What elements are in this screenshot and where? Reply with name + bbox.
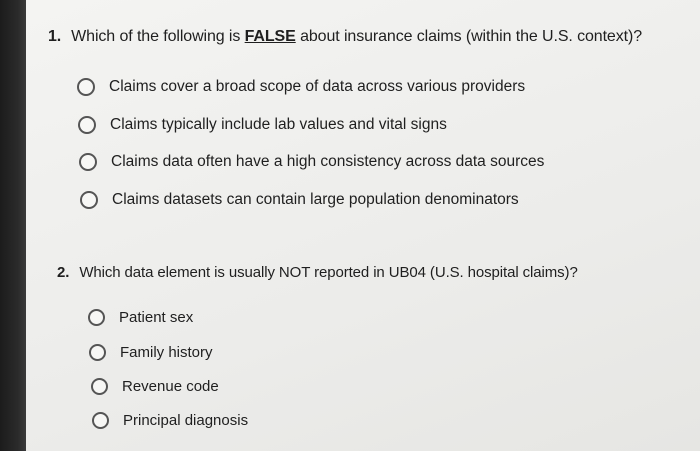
q1-option-2[interactable] bbox=[78, 116, 447, 134]
q1-option-1[interactable] bbox=[77, 78, 525, 96]
radio-button[interactable] bbox=[78, 116, 96, 134]
radio-button[interactable] bbox=[77, 78, 95, 96]
q2-option-4[interactable] bbox=[92, 412, 248, 429]
question-1-prompt bbox=[48, 28, 642, 46]
radio-button[interactable] bbox=[79, 153, 97, 171]
q2-option-1[interactable] bbox=[88, 309, 193, 326]
question-text: about insurance claims (within the U.S. context)? bbox=[295, 28, 642, 45]
question-number: 1. bbox=[48, 28, 62, 45]
radio-button[interactable] bbox=[89, 344, 106, 361]
option-label: Claims typically include lab values and vital signs bbox=[110, 116, 447, 133]
option-label: Principal diagnosis bbox=[123, 412, 249, 429]
question-2-prompt bbox=[57, 264, 578, 281]
question-keyword: FALSE bbox=[244, 28, 296, 45]
question-text: Which of the following is bbox=[71, 28, 245, 45]
radio-button[interactable] bbox=[91, 378, 108, 395]
option-label: Family history bbox=[120, 344, 213, 361]
q1-option-4[interactable] bbox=[80, 191, 519, 209]
option-label: Patient sex bbox=[119, 309, 194, 326]
q1-option-3[interactable] bbox=[79, 153, 544, 171]
option-label: Claims cover a broad scope of data across various providers bbox=[109, 78, 526, 95]
option-label: Revenue code bbox=[122, 378, 219, 395]
q2-option-2[interactable] bbox=[89, 344, 213, 361]
radio-button[interactable] bbox=[88, 309, 105, 326]
q2-option-3[interactable] bbox=[91, 378, 219, 395]
radio-button[interactable] bbox=[80, 191, 98, 209]
option-label: Claims datasets can contain large population denominators bbox=[112, 191, 519, 208]
option-label: Claims data often have a high consistency across data sources bbox=[111, 153, 545, 170]
question-number: 2. bbox=[57, 264, 70, 281]
question-text: Which data element is usually NOT reported in UB04 (U.S. hospital claims)? bbox=[79, 264, 578, 281]
radio-button[interactable] bbox=[92, 412, 109, 429]
monitor-bezel bbox=[0, 0, 26, 451]
